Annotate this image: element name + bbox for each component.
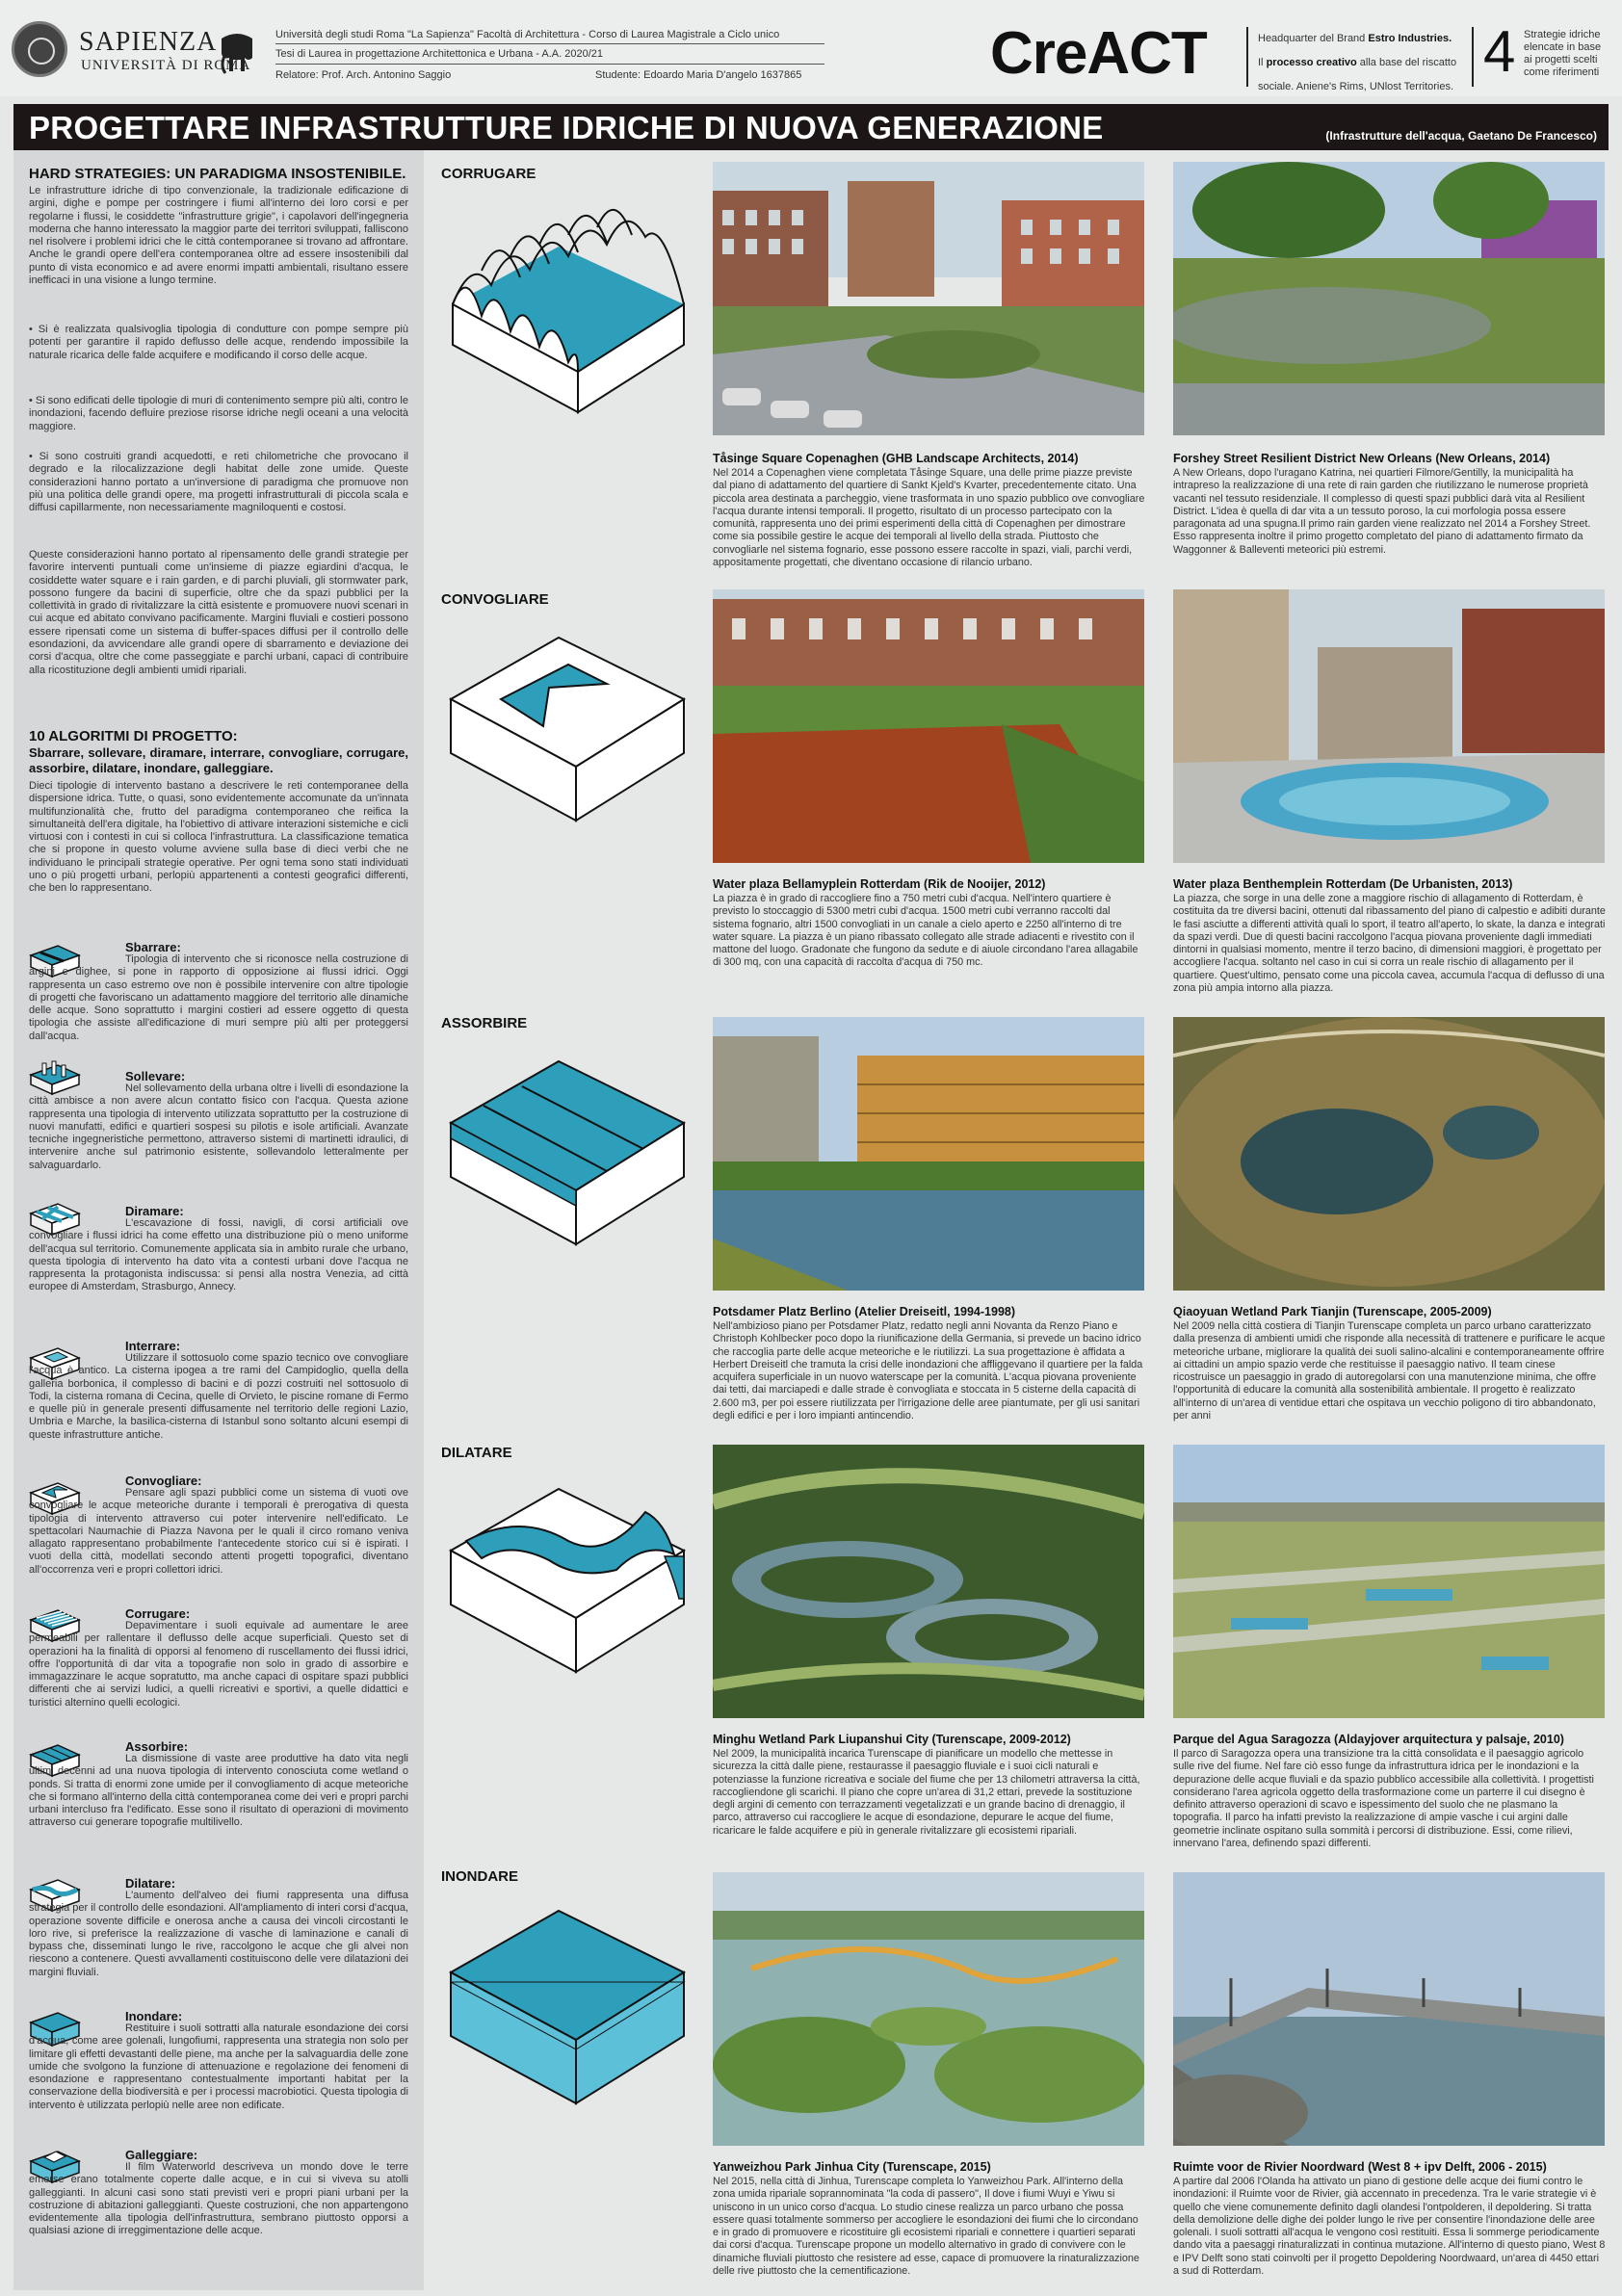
section-label-inondare: INONDARE xyxy=(441,1868,519,1885)
project-title: Minghu Wetland Park Liupanshui City (Turenscape, 2009-2012) xyxy=(713,1733,1071,1746)
chapter-number: 4 xyxy=(1483,19,1516,84)
algorithm-title: Galleggiare: xyxy=(125,2148,198,2162)
project-title: Forshey Street Resilient District New Orleans (New Orleans, 2014) xyxy=(1173,452,1551,465)
project-title: Tåsinge Square Copenaghen (GHB Landscape Architects, 2014) xyxy=(713,452,1079,465)
header-thesis: Tesi di Laurea in progettazione Architettonica e Urbana - A.A. 2020/21 xyxy=(275,48,603,60)
yanweizhou-park-photo xyxy=(713,1872,1144,2146)
divider xyxy=(1246,27,1248,87)
parque-del-agua-photo xyxy=(1173,1445,1605,1718)
algorithm-text: Tipologia di intervento che si riconosce nella costruzione di argini e dighee, si pone in rapporto di opposizione ai flussi idrici. Oggi rappresenta un caso estremo ove non è possibile intervenire con altre tipologie di progetti che favoriscano un adattamento maggiore del territorio alle dinamiche delle acque. Sono soprattutto i margini costieri ad essere oggetto di questa tipologia che assiste all'edificazione di muri sempre più alti per proteggersi dall'acqua. xyxy=(29,953,408,1042)
brand-title: CreACT xyxy=(990,20,1207,87)
project-text: A partire dal 2006 l'Olanda ha attivato un piano di gestione delle acque dei fiumi contro le inondazioni: il Ruimte voor de Rivier, già accennato in precedenza. Tra le varie strategie vi è quello che viene comunemente definito dagli olandesi l'ontpolderen, il depoldering. Si tratta della demolizione delle dighe dei polder lungo le rive per consentire l'inondazione delle aree golenali. I suoli sottratti all'acqua le vengono così restituiti. Essa li sommerge periodicamente dando vita a paesaggi rinaturalizzati in continua mutazione. All'interno di questo piano, West 8 e IPV Delft sono stati coinvolti per il progetto Depoldering Noordwaard, un'area di 4450 ettari a sud di Rotterdam. xyxy=(1173,2176,1606,2278)
algorithm-text: Restituire i suoli sottratti alla naturale esondazione dei corsi d'acqua, come aree golenali, lungofiumi, rappresenta una strategia non solo per limitare gli effetti devastanti delle piene, ma anche per la salvaguardia delle zone umide che svolgono la funzione di attenuazione e regolazione dei fenomeni di esondazione e rappresentano contestualmente importanti habitat per la conservazione della biodiversità e per i processi macrobiotici. Questa tipologia di intervento è utilizzata perlopiù nelle aree non edificate. xyxy=(29,2022,408,2111)
project-text: La piazza è in grado di raccogliere fino a 750 metri cubi d'acqua. Nell'intero quartiere è previsto lo stoccaggio di 5300 metri cubi d'acqua. 1500 metri cubi verranno raccolti dal sistema fognario, altri 1500 convogliati in un canale a cielo aperto e 2250 all'interno di tre water square. La piazza è un piano ribassato collegato alle strade adiacenti e rivestito con il mattone del luogo. Gradonate che fungono da sedute e di aiuole circondano l'area allagabile di 300 mq, con una capacità di raccolta d'acqua di 750 mc. xyxy=(713,893,1138,969)
project-text: Nel 2009 nella città costiera di Tianjin Turenscape completa un parco urbano caratterizzato dalla presenza di ambienti umidi che risponde alla necessità di trattenere e purificare le acque meteoriche urbane, migliorare la qualità dei suoli salino-alcalini e contemporaneamente offrire ai cittadini un ampio spazio verde che restituisse il paesaggio nativo. Il team cinese ricostruisce un paesaggio in grado di autoregolarsi con una manutenzione minima, che offre l'opportunità di educare la comunità alla sostenibilità ambientale. Il progetto è realizzato all'interno di un'area di ventidue ettari che ospitava un vecchio poligono di tiro abbandonato, per anni xyxy=(1173,1320,1606,1422)
section-label-convogliare: CONVOGLIARE xyxy=(441,591,549,608)
algorithm-title: Diramare: xyxy=(125,1204,184,1218)
bullet-muri: • Si sono edificati delle tipologie di muri di contenimento sempre più alti, contro le inondazioni, facendo defluire preziose risorse idriche negli oceani a una velocità maggiore. xyxy=(29,395,408,432)
bullet-acquedotti: • Si sono costruiti grandi acquedotti, e reti chilometriche che provocano il degrado e la rilocalizzazione degli habitat delle zone umide. Queste considerazioni hanno portato a un'inversione di paradigma che promuove non più una politica delle grandi opere, ma progetti infrastrutturali di piccola scala e diffusi capillarmente, non necessariamente magniloquenti e costosi. xyxy=(29,451,408,514)
intro-paragraph: Le infrastrutture idriche di tipo convenzionale, la tradizionale edificazione di argini, dighe e pompe per costringere i fiumi all'interno dei loro corsi e per regolarne i flussi, le cosiddette "infrastrutture grigie", i capolavori dell'ingegneria moderna che hanno interessato la maggior parte dei territori sviluppati, falliscono nel risolvere i problemi idrici che le città contemporanee si trovano ad affrontare. Anche le grandi opere dell'era contemporanea oltre ad essere insostenibili dal punto di vista economico e ad avere enormi impatti ambientali, risultano essere inefficaci in una visione a lungo termine. xyxy=(29,185,408,287)
algorithm-title: Sbarrare: xyxy=(125,940,181,954)
project-title: Water plaza Bellamyplein Rotterdam (Rik de Nooijer, 2012) xyxy=(713,877,1046,891)
potsdamer-platz-photo xyxy=(713,1017,1144,1291)
algorithm-text: Il film Waterworld descriveva un mondo dove le terre emerse erano totalmente coperte dalle acque, e in cui si viveva su atolli galleggianti. In alcuni casi sono stati previsti veri e propri piani urbani per la costruzione di abitazioni galleggianti. Queste costruzioni, che non appartengono evidentemente alla tipologia dell'infrastruttura, sembrano piuttosto opporsi a qualsiasi azione di irreggimentazione delle acque. xyxy=(29,2161,408,2237)
section-label-dilatare: DILATARE xyxy=(441,1445,512,1461)
header-rule xyxy=(275,43,824,44)
header-faculty: Università degli studi Roma "La Sapienza" Facoltà di Architettura - Corso di Laurea Magistrale a Ciclo unico xyxy=(275,29,780,40)
project-text: La piazza, che sorge in una delle zone a maggiore rischio di allagamento di Rotterdam, è costituita da tre diversi bacini, ottenuti dal ribassamento del piano di calpestio e adibiti durante le fasi asciutte a differenti attività quali lo sport, il teatro all'aperto, lo skate, la danza e integrati da spazi verdi. Due di questi bacini raccolgono l'acqua piovana proveniente dagli immediati dintorni in qualsiasi momento, mentre il terzo bacino, di dimensioni maggiori, è progettato per accogliere l'acqua. soltanto nel caso in cui si corra un reale rischio di allagamento per il quartiere. Quest'ultimo, pensato come una piccola cavea, accumula l'acqua di deflusso di una zona più ampia intorno alla piazza. xyxy=(1173,893,1606,995)
header xyxy=(0,0,1622,96)
project-title: Parque del Agua Saragozza (Aldayjover arquitectura y palsaje, 2010) xyxy=(1173,1733,1564,1746)
minghu-wetland-photo xyxy=(713,1445,1144,1718)
algorithm-title: Interrare: xyxy=(125,1339,181,1353)
page-title: PROGETTARE INFRASTRUTTURE IDRICHE DI NUOVA GENERAZIONE xyxy=(29,110,1104,145)
bellamyplein-photo xyxy=(713,589,1144,863)
project-text: A New Orleans, dopo l'uragano Katrina, nei quartieri Filmore/Gentilly, la municipalità ha intrapreso la realizzazione di una rete di rain garden che riutilizzano le numerose proprietà vacanti nel tessuto residenziale. Il complesso di questi spazi pubblici darà vita al Resilient District. L'idea è quella di dar vita a un tessuto poroso, la cui morfologia possa essere paragonata ad una spugna.Il primo rain garden viene realizzato nel 2014 a Forshey Street. Esso rappresenta inoltre il primo progetto completato del piano di adattamento firmato da Waggonner & Balleventi meteorici più estremi. xyxy=(1173,467,1591,556)
headquarter-text: Headquarter del Brand Estro Industries. Il processo creativo alla base del riscatto sociale. Aniene's Rims, UNlost Territories. xyxy=(1258,33,1457,92)
project-title: Water plaza Benthemplein Rotterdam (De Urbanisten, 2013) xyxy=(1173,877,1513,891)
assorbire-diagram-icon xyxy=(443,1027,693,1258)
algorithm-title: Sollevare: xyxy=(125,1069,186,1083)
header-student: Studente: Edoardo Maria D'angelo 1637865 xyxy=(595,69,802,81)
elephant-logo-icon xyxy=(216,29,258,79)
algorithm-text: Utilizzare il sottosuolo come spazio tecnico ove convogliare l'acqua è antico. La cisterna ipogea a tre rami del Campidoglio, quella della galleria borbonica, il complesso di bacini e di pozzi costruiti nel sottosuolo di Todi, la cisterna romana di Cecina, quelle di Orvieto, le piscine romane di Fermo e quelle più in generale presenti diffusamente nel territorio delle regioni Lazio, Umbria e Marche, la basilica-cisterna di Istanbul sono soltanto alcuni esempi di queste infrastrutture antiche. xyxy=(29,1352,408,1441)
ruimte-voor-de-rivier-photo xyxy=(1173,1872,1605,2146)
qiaoyuan-wetland-photo xyxy=(1173,1017,1605,1291)
algorithm-title: Inondare: xyxy=(125,2009,183,2023)
convogliare-diagram-icon xyxy=(443,603,693,834)
algorithm-text: L'escavazione di fossi, navigli, di corsi artificiali ove convogliare i flussi idrici ha come effetto una distribuzione più o meno uniforme dell'acqua sul territorio. Comunemente applicata sia in ambito rurale che urbano, questa tipologia di intervento ha dato vita a contesti urbani dove l'acqua ne rappresenta la protagonista indiscussa: si pensi alla nostra Venezia, ad città europee di Amsterdam, Strasburgo, Annecy. xyxy=(29,1217,408,1293)
header-rule xyxy=(275,64,824,65)
algorithm-title: Assorbire: xyxy=(125,1739,189,1754)
algorithm-text: La dismissione di vaste aree produttive ha dato vita negli ultimi decenni ad una nuova tipologia di intervento conosciuta come wetland o ponds. Si tratta di enormi zone umide per il convogliamento di acque meteoriche che si formano all'interno della città contemporanea come dei veri e propri parchi urbani intercluso fra l'edificato. Esse sono il risultato di operazioni di movimento attraverso cui generare topografie multilivello. xyxy=(29,1753,408,1829)
forshey-street-photo xyxy=(1173,162,1605,435)
benthemplein-photo xyxy=(1173,589,1605,863)
project-text: Nel 2014 a Copenaghen viene completata Tåsinge Square, una delle prime piazze previste dal piano di adattamento del quartiere di Sankt Kjeld's Kvarter, precedentemente citato. Una piccola area destinata a parcheggio, viene trasformata in uno spazio pubblico ove convogliare l'acqua durante intensi temporali. Il progetto, risultato di un processo partecipato con la comunità, rappresenta uno dei primi esperimenti della città di Copenaghen per dimostrare come sia possibile gestire le acque dei temporali al livello della strada. Piuttosto che convogliarle nel sistema fognario, esse possono essere raccolte in spazi, viali, parchi verdi, appositamente progettati, che diventano occasione di rilancio urbano. xyxy=(713,467,1145,569)
bullet-pompe: • Si è realizzata qualsivoglia tipologia di condutture con pompe sempre più potenti per garantire il rapido deflusso delle acque, rendendo impossibile la naturale ricarica delle falde acquifere e modificando il corso delle acque. xyxy=(29,324,408,361)
page-source: (Infrastrutture dell'acqua, Gaetano De Francesco) xyxy=(1325,129,1597,143)
algorithm-title: Dilatare: xyxy=(125,1876,176,1891)
project-text: Nel 2009, la municipalità incarica Turenscape di pianificare un modello che mettesse in sicurezza la città dalle piene, restaurasse il paesaggio fluviale e i suoi cicli naturali e potenziasse la funzione ricreativa e sociale del fiume che per 13 chilometri attraversa la città, raccogliendone gli scarichi. Il piano che copre un'area di 31,2 ettari, prevede la sostituzione degli argini di cemento con terrazzamenti vegetalizzati e un grande bacino di drenaggio, il parco, attraverso cui raccogliere le acque di esondazione, depurare le acque del fiume, ricaricare le falde acquifere e più in generale rivitalizzare gli ecosistemi ripariali. xyxy=(713,1748,1140,1837)
inondare-diagram-icon xyxy=(443,1886,693,2117)
strategies-note: Strategie idriche elencate in base ai progetti scelti come riferimenti xyxy=(1524,29,1602,78)
corrugare-diagram-icon xyxy=(443,189,693,420)
algorithm-text: L'aumento dell'alveo dei fiumi rappresenta una diffusa strategia per il controllo delle esondazioni. All'ampliamento di interi corsi d'acqua, operazione sovente difficile e onerosa anche a causa dei vincoli circostanti le loro rive, si preferisce la realizzazione di vasche di laminazione e canali di bypass che, disseminati lungo le rive, raccolgono le acque che gli alvei non riescono a contenere. Questi avvallamenti costituiscono delle vere dilatazioni dei margini fluviali. xyxy=(29,1890,408,1978)
project-title: Yanweizhou Park Jinhua City (Turenscape, 2015) xyxy=(713,2160,991,2174)
section-label-assorbire: ASSORBIRE xyxy=(441,1015,528,1031)
section-label-corrugare: CORRUGARE xyxy=(441,166,536,182)
project-text: Nel 2015, nella città di Jinhua, Turenscape completa lo Yanweizhou Park. All'interno della zona umida ripariale soprannominata "la coda di passero", Il dove i fiumi Wuyi e Yiwu si uniscono in un unico corso d'acqua. Lo studio cinese realizza un parco urbano che possa essere quasi totalmente sommerso per accogliere le esondazioni dei fiumi che lo circondano e in grado di promuovere e ricostituire gli ecosistemi ripariali e connettere i quartieri separati dai corsi d'acqua. Turenscape propone un modello alternativo in grado di convivere con le dinamiche fluviali piuttosto che resistere ad esse, capace di promuovere la rinaturalizzazione delle rive piuttosto che la cementificazione. xyxy=(713,2176,1139,2278)
dilatare-diagram-icon xyxy=(443,1454,693,1685)
project-title: Qiaoyuan Wetland Park Tianjin (Turenscape, 2005-2009) xyxy=(1173,1305,1492,1318)
algorithm-title: Convogliare: xyxy=(125,1474,202,1488)
university-name: SAPIENZA xyxy=(79,27,218,57)
algorithm-title: Corrugare: xyxy=(125,1606,191,1621)
sapienza-seal-icon xyxy=(12,21,67,77)
algorithms-paragraph: Dieci tipologie di intervento bastano a descrivere le reti contemporanee della dispersione idrica. Tutte, o quasi, sono evidentemente accomunate da un'innata multifunzionalità che, frutto del paradigma contemporaneo che reifica la simultaneità dell'era digitale, ha l'obiettivo di attivare interazioni sistemiche e cicli virtuosi con i contesti in cui si colloca l'infrastruttura. La classificazione tematica che si propone in questo volume avviene sulla base di dieci verbi che ne individuano le principali strategie operative. Per ogni tema sono stati individuati uno o più progetti urbani, perlopiù appartenenti a contesti geografici differenti, che ben lo rappresentano. xyxy=(29,780,408,895)
project-title: Ruimte voor de Rivier Noordward (West 8 + ipv Delft, 2006 - 2015) xyxy=(1173,2160,1547,2174)
project-title: Potsdamer Platz Berlino (Atelier Dreiseitl, 1994-1998) xyxy=(713,1305,1016,1318)
algorithms-list: Sbarrare, sollevare, diramare, interrare, convogliare, corrugare, assorbire, dilatare, inondare, galleggiare. xyxy=(29,745,408,775)
university-subtitle: UNIVERSITÀ DI ROMA xyxy=(81,58,251,73)
tasinge-square-photo xyxy=(713,162,1144,435)
algorithm-text: Nel sollevamento della urbana oltre i livelli di esondazione la città ambisce a non avere alcun contatto fisico con l'acqua. Questa azione rappresenta una tipologia di intervento utilizzata soprattutto per la costruzione di nuovi manufatti, edifici e quartieri sospesi su pilotis e isole artificiali. Avanzate tecniche ingegneristiche permettono, attraverso sistemi di martinetti idraulici, di intervenire anche sul patrimonio esistente, sollevandolo letteralmente per salvaguardarlo. xyxy=(29,1083,408,1171)
divider xyxy=(1472,27,1474,87)
title-bar xyxy=(13,104,1609,150)
algorithm-text: Pensare agli spazi pubblici come un sistema di vuoti ove convogliare le acque meteoriche durante i temporali è prerogativa di questa tipologia di intervento attraverso cui poter intervenire nell'edificato. Le spettacolari Naumachie di Piazza Navona per le quali il circo romano veniva allagato rappresentano probabilmente l'antecedente storico cui si è ispirati. I vuoti della città, modellati secondo attenti progetti topografici, diventano all'occorrenza veri e propri collettori idrici. xyxy=(29,1487,408,1576)
algorithm-text: Depavimentare i suoli equivale ad aumentare le aree permeabili per rallentare il deflusso delle acque superficiali. Questo set di operazioni ha la finalità di opporsi al fenomeno di ruscellamento dei flussi idrici, offre l'opportunità di dar vita a topografie non solo in grado di assorbire e immagazzinare le acque sopratutto, ma anche capaci di ospitare spazi pubblici differenti che ai servizi ludici, a quelli ricreativi e sportivi, a quelle didattici e turistici alternino quelli ecologici. xyxy=(29,1620,408,1709)
header-advisor: Relatore: Prof. Arch. Antonino Saggio xyxy=(275,69,452,81)
section-heading-algorithms: 10 ALGORITMI DI PROGETTO: xyxy=(29,728,238,744)
paragraph-water-square: Queste considerazioni hanno portato al ripensamento delle grandi strategie per favorire interventi puntuali come un'insieme di piazze egiardini d'acqua, le cosiddette water square e i rain garden, e di parchi pluviali, gli stormwater park, possono fungere da bacini di superficie, oltre che da spazi pubblici per la collettività in grado di rivitalizzare la città esistente e promuovere nuovi scenari in cui acque ed abitato convivano pacificamente. Margini fluviali e costieri possono essere ripensati come un sistema di buffer-spaces diffusi per il controllo delle esondazioni, da avvicendare alle grandi opere di sbarramento e deviazione dei corsi d'acqua, oltre che come passeggiate e parchi urbani, capaci di contribuire alla ricostituzione degli ambienti umidi ripariali. xyxy=(29,549,408,676)
project-text: Il parco di Saragozza opera una transizione tra la città consolidata e il paesaggio agricolo sulle rive del fiume. Nel fare ciò esso funge da infrastruttura idrica per le inondazioni e la depurazione delle acque fluviali e da spazio pubblico accessibile alla collettività. I progettisti considerano l'area agricola oggetto della trasformazione come un parterre il cui disegno è definito attraverso operazioni di scavo e ispessimento del suolo che ne plasmano la topografia. Il parco ha infatti previsto la realizzazione di ampie vasche i cui argini dalle geometrie inclinate ospitano sulla sommità i percorsi di distribuzione. Essi, come rilievi, innervano l'area, definendo spazi differenti. xyxy=(1173,1748,1594,1850)
section-heading-hard: HARD STRATEGIES: UN PARADIGMA INSOSTENIBILE. xyxy=(29,166,406,182)
project-text: Nell'ambizioso piano per Potsdamer Platz, redatto negli anni Novanta da Renzo Piano e Christoph Kohlbecker poco dopo la riunificazione della Germania, si prevede un bacino idrico che raccoglia parte delle acque meteoriche e le riutilizzi. La sua progettazione è affidata a Herbert Dreiseitl che tramuta la crisi delle inondazioni che affliggevano il quartiere per la falda acquifera superficiale in un nuovo waterscape per la comunità. L'acqua piovana proveniente dai tetti, dai marciapedi e dalle strade è convogliata e stoccata in 5 cisterne della capacità di 2.600 m3, per poi essere riutilizzata per l'irrigazione delle aree piantumate, per gli usi sanitari degli edifici e per i loro impianti antincendio. xyxy=(713,1320,1143,1422)
